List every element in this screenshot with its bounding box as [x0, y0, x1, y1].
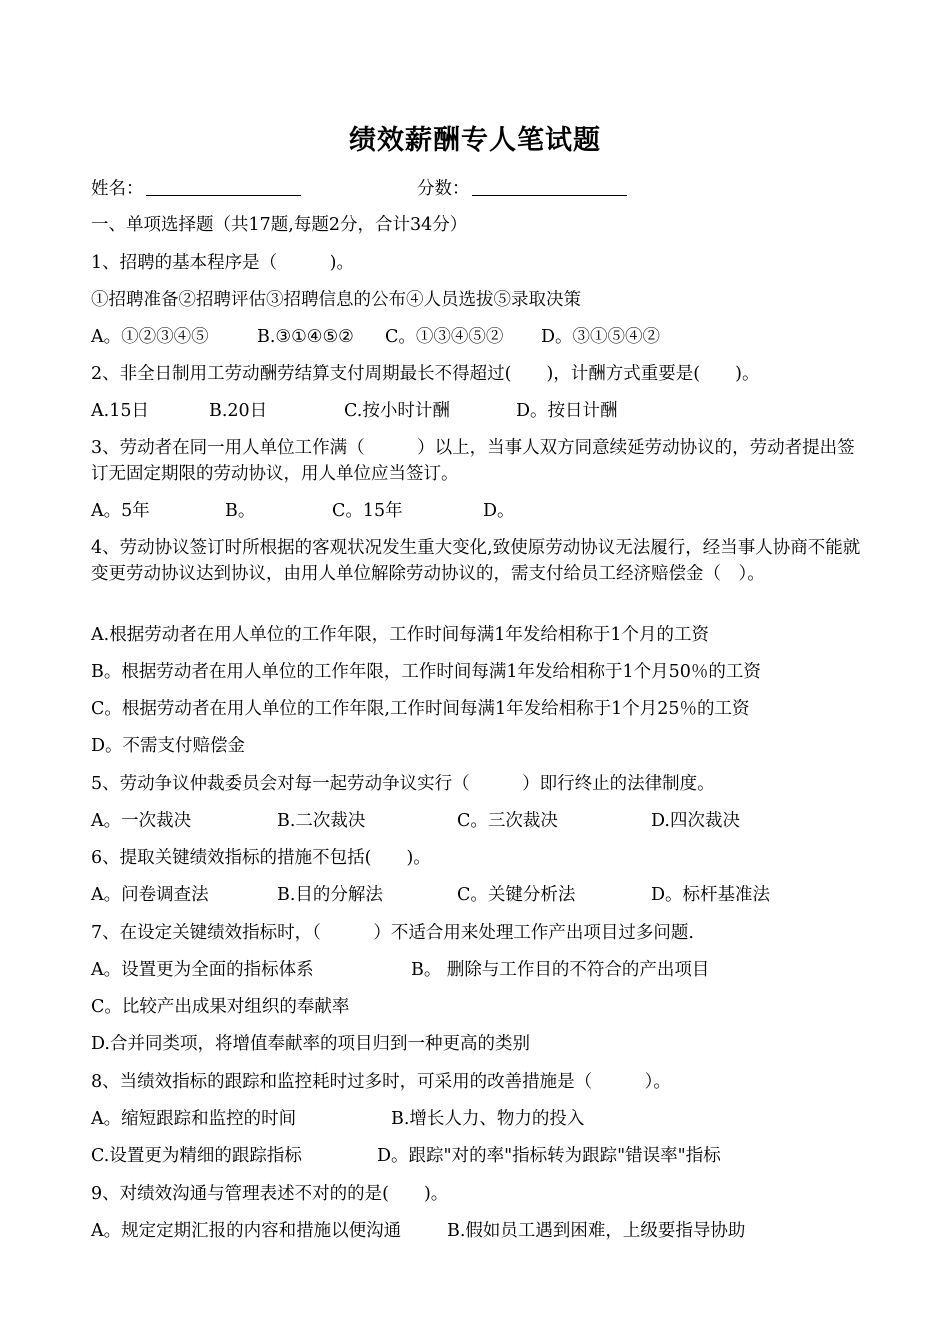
option-b[interactable]: B.假如员工遇到困难，上级要指导协助 — [447, 1221, 746, 1241]
name-label: 姓名： — [91, 179, 144, 199]
option-b[interactable]: B.增长人力、物力的投入 — [391, 1109, 585, 1129]
option-a[interactable]: A。设置更为全面的指标体系 — [91, 960, 314, 980]
page-title: 绩效薪酬专人笔试题 — [349, 125, 601, 156]
question-5-stem: 5、劳动争议仲裁委员会对每一起劳动争议实行（ ）即行终止的法律制度。 — [91, 774, 715, 794]
question-6-stem: 6、提取关键绩效指标的措施不包括( )。 — [91, 848, 431, 868]
option-c[interactable]: C。15年 — [332, 501, 403, 521]
option-d[interactable]: D.四次裁决 — [651, 811, 740, 831]
question-1-sub: ①招聘准备②招聘评估③招聘信息的公布④人员选拔⑤录取决策 — [91, 290, 581, 310]
question-4-option-d[interactable]: D。不需支付赔偿金 — [91, 736, 246, 756]
question-4-option-b[interactable]: B。根据劳动者在用人单位的工作年限，工作时间每满1年发给相称于1个月50％的工资 — [91, 662, 761, 682]
name-blank[interactable] — [146, 177, 301, 196]
option-d[interactable]: D。标杆基准法 — [651, 885, 771, 905]
option-b[interactable]: B.20日 — [209, 401, 268, 421]
option-c[interactable]: C.设置更为精细的跟踪指标 — [91, 1146, 302, 1166]
score-field[interactable] — [417, 176, 627, 202]
option-a[interactable]: A.15日 — [91, 401, 149, 421]
option-b[interactable]: B.目的分解法 — [277, 885, 383, 905]
question-7-stem: 7、在设定关键绩效指标时，（ ）不适合用来处理工作产出项目过多问题. — [91, 923, 694, 943]
name-field[interactable] — [91, 176, 301, 202]
option-d[interactable]: D。跟踪"对的率"指标转为跟踪"错误率"指标 — [377, 1146, 721, 1166]
option-b[interactable]: B.二次裁决 — [277, 811, 366, 831]
option-b[interactable]: B。 删除与工作目的不符合的产出项目 — [411, 960, 710, 980]
option-b[interactable]: B.③①④⑤② — [257, 327, 354, 347]
score-blank[interactable] — [472, 177, 627, 196]
question-1-stem: 1、招聘的基本程序是（ )。 — [91, 253, 354, 273]
section-heading: 一、单项选择题（共17题,每题2分，合计34分） — [91, 215, 468, 235]
option-a[interactable]: A。5年 — [91, 501, 150, 521]
question-4-option-a[interactable]: A.根据劳动者在用人单位的工作年限，工作时间每满1年发给相称于1个月的工资 — [91, 625, 709, 645]
option-a[interactable]: A。规定定期汇报的内容和措施以便沟通 — [91, 1221, 402, 1241]
question-9-stem: 9、对绩效沟通与管理表述不对的的是( )。 — [91, 1184, 449, 1204]
question-2-stem: 2、非全日制用工劳动酬劳结算支付周期最长不得超过( )，计酬方式重要是( )。 — [91, 364, 760, 384]
option-b[interactable]: B。 — [225, 501, 256, 521]
option-c[interactable]: C。①③④⑤② — [385, 327, 504, 347]
question-3-stem: 3、劳动者在同一用人单位工作满（ ）以上，当事人双方同意续延劳动协议的，劳动者提出签订无固定期限的劳动协议，用人单位应当签订。 — [91, 438, 855, 484]
score-label: 分数： — [417, 179, 470, 199]
option-d[interactable]: D。③①⑤④② — [541, 327, 661, 347]
question-4-option-c[interactable]: C。根据劳动者在用人单位的工作年限,工作时间每满1年发给相称于1个月25％的工资 — [91, 699, 750, 719]
option-c[interactable]: C。关键分析法 — [457, 885, 576, 905]
option-d[interactable]: D。按日计酬 — [516, 401, 618, 421]
option-a[interactable]: A。问卷调查法 — [91, 885, 209, 905]
question-4-stem: 4、劳动协议签订时所根据的客观状况发生重大变化,致使原劳动协议无法履行，经当事人协商不能就变更劳动协议达到协议，由用人单位解除劳动协议的，需支付给员工经济赔偿金（ ）。 — [91, 538, 861, 584]
option-d[interactable]: D。 — [483, 501, 515, 521]
question-8-stem: 8、当绩效指标的跟踪和监控耗时过多时，可采用的改善措施是（ ）。 — [91, 1072, 671, 1092]
question-7-option-c[interactable]: C。比较产出成果对组织的奉献率 — [91, 997, 350, 1017]
question-7-option-d[interactable]: D.合并同类项，将增值奉献率的项目归到一种更高的类别 — [91, 1034, 530, 1054]
option-a[interactable]: A。一次裁决 — [91, 811, 192, 831]
option-c[interactable]: C.按小时计酬 — [344, 401, 450, 421]
option-a[interactable]: A。缩短跟踪和监控的时间 — [91, 1109, 297, 1129]
option-c[interactable]: C。三次裁决 — [457, 811, 558, 831]
option-a[interactable]: A。①②③④⑤ — [91, 327, 209, 347]
